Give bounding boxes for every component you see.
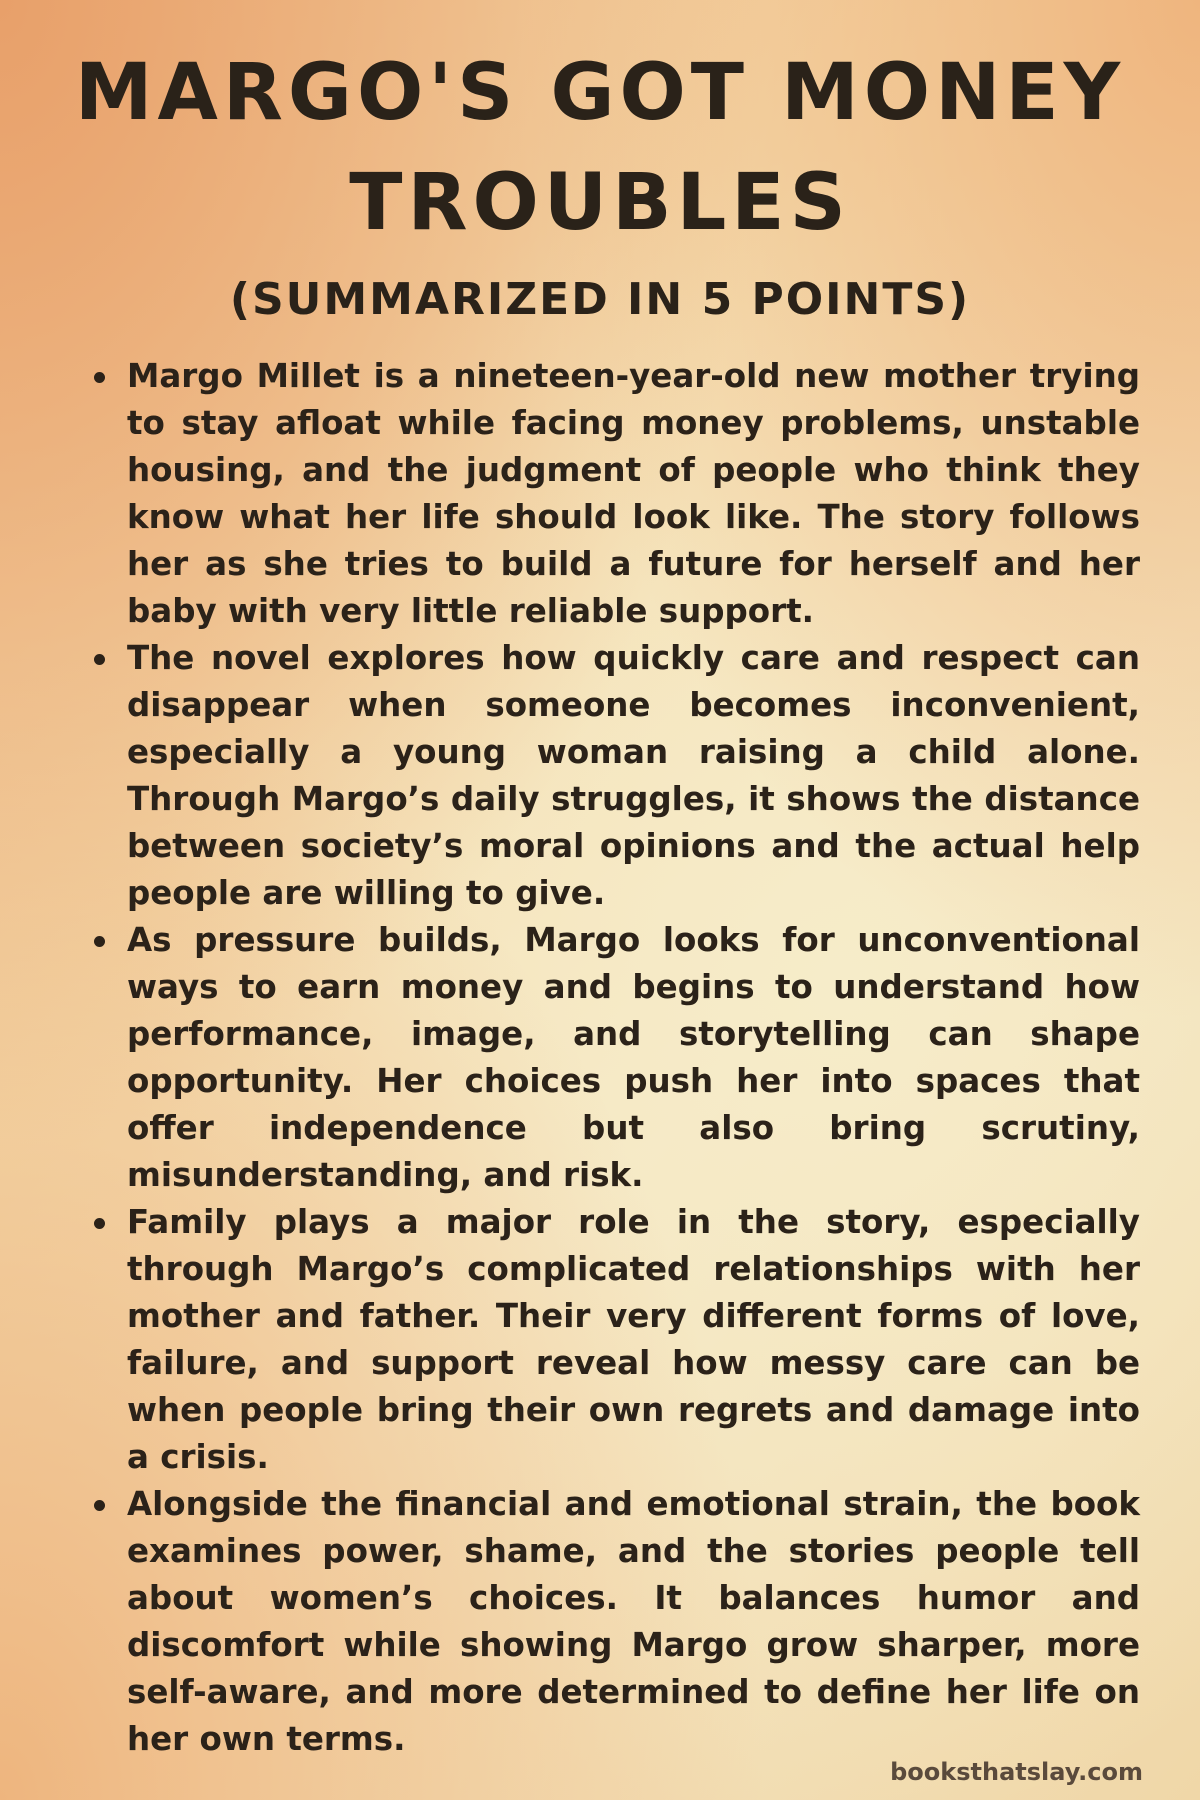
summary-point-text: Family plays a major role in the story, especially through Margo’s complicated relationships with her mother and father. Their very different forms of love, failure, and support reveal how messy care can be when people bring their own regrets and damage into a crisis. xyxy=(127,1203,1140,1476)
bullet-dot-icon xyxy=(94,1500,105,1511)
page-title: MARGO'S GOT MONEY TROUBLES xyxy=(74,48,1126,248)
bullet-dot-icon xyxy=(94,936,105,947)
summary-point-3 xyxy=(90,917,1140,1199)
site-watermark: booksthatslay.com xyxy=(890,1758,1143,1786)
page-subtitle: (SUMMARIZED IN 5 POINTS) xyxy=(229,274,971,325)
summary-point-text: As pressure builds, Margo looks for unconventional ways to earn money and begins to understand how performance, image, and storytelling can shape opportunity. Her choices push her into spaces that offer independence but also bring scrutiny, misunderstanding, and risk. xyxy=(127,921,1140,1194)
summary-point-2 xyxy=(90,635,1140,917)
bullet-dot-icon xyxy=(94,1218,105,1229)
summary-points-list xyxy=(90,353,1140,1763)
summary-point-4 xyxy=(90,1199,1140,1481)
summary-point-5 xyxy=(90,1481,1140,1763)
summary-point-text: The novel explores how quickly care and respect can disappear when someone becomes inconvenient, especially a young woman raising a child alone. Through Margo’s daily struggles, it shows the distance between society’s moral opinions and the actual help people are willing to give. xyxy=(127,639,1140,912)
summary-point-text: Margo Millet is a nineteen-year-old new mother trying to stay afloat while facing money problems, unstable housing, and the judgment of people who think they know what her life should look like. The story follows her as she tries to build a future for herself and her baby with very little reliable support. xyxy=(127,357,1140,630)
summary-point-1 xyxy=(90,353,1140,635)
bullet-dot-icon xyxy=(94,372,105,383)
bullet-dot-icon xyxy=(94,654,105,665)
summary-point-text: Alongside the financial and emotional strain, the book examines power, shame, and the stories people tell about women’s choices. It balances humor and discomfort while showing Margo grow sharper, more self-aware, and more determined to define her life on her own terms. xyxy=(127,1485,1140,1758)
